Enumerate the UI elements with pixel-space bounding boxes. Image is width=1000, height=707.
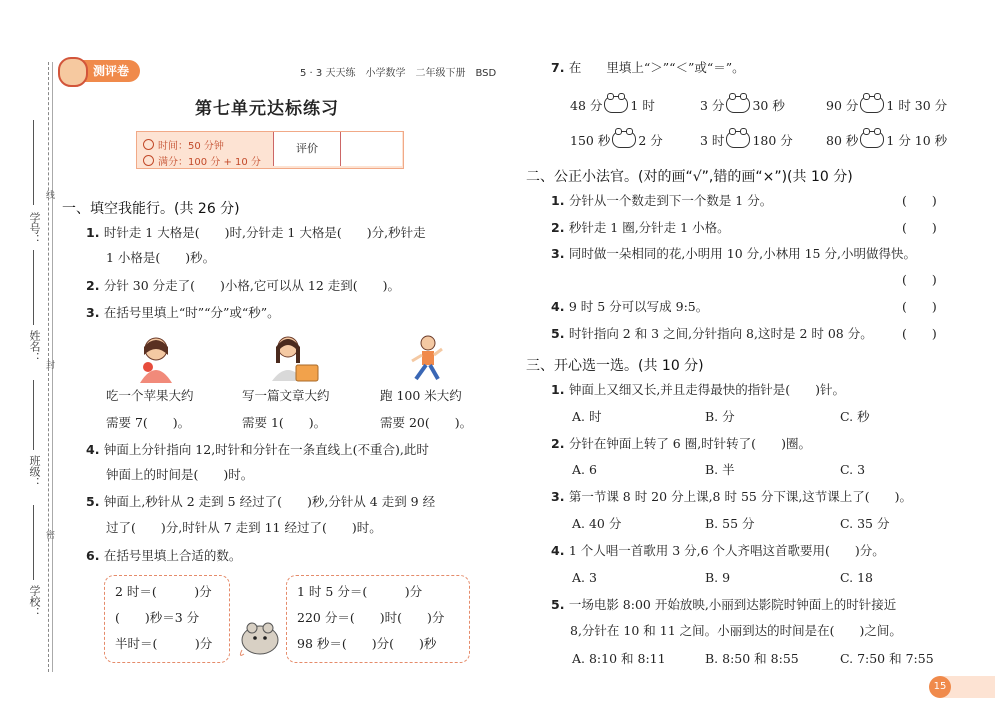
q6: 6. 在括号里填上合适的数。 bbox=[86, 548, 242, 563]
clock-icon bbox=[143, 139, 154, 150]
s2-item-1: 1. 分针从一个数走到下一个数是 1 分。 bbox=[551, 193, 773, 208]
q3-item1-line2: 需要 7( )。 bbox=[106, 415, 191, 430]
margin-cut-mark-2: 封 bbox=[44, 360, 54, 369]
section1-title: 一、填空我能行。(共 26 分) bbox=[62, 201, 240, 217]
q7-r2-c3: 80 秒 1 分 10 秒 bbox=[826, 133, 948, 148]
q3-item3-line1: 跑 100 米大约 bbox=[380, 388, 462, 403]
s3-q4: 4. 1 个人唱一首歌用 3 分,6 个人齐唱这首歌要用( )分。 bbox=[551, 543, 885, 558]
section2-title: 二、公正小法官。(对的画“√”,错的画“×”)(共 10 分) bbox=[526, 169, 853, 185]
q5-line1: 5. 钟面上,秒针从 2 走到 5 经过了( )秒,分针从 4 走到 9 经 bbox=[86, 494, 436, 509]
s2-bracket-4: ( ) bbox=[902, 299, 937, 314]
q3-item2-line1: 写一篇文章大约 bbox=[242, 388, 330, 403]
s2-bracket-3: ( ) bbox=[902, 272, 937, 287]
q3-item1-line1: 吃一个苹果大约 bbox=[106, 388, 194, 403]
q3-item2-line2: 需要 1( )。 bbox=[242, 415, 327, 430]
compare-circle bbox=[612, 131, 636, 148]
margin-name-underline bbox=[33, 250, 34, 325]
s3-q2-opt-c: C. 3 bbox=[840, 462, 866, 477]
info-box bbox=[136, 131, 404, 169]
q7-r1-c2: 3 分 30 秒 bbox=[700, 98, 785, 113]
s3-q2-opt-b: B. 半 bbox=[705, 462, 735, 477]
compare-circle bbox=[726, 131, 750, 148]
margin-class-label: 班级： bbox=[28, 455, 41, 488]
margin-id-label: 学号： bbox=[28, 212, 41, 245]
girl-eating-apple-icon bbox=[128, 333, 188, 385]
series-label: 5 · 3 天天练 小学数学 二年级下册 BSD bbox=[300, 68, 497, 79]
margin-name-label: 姓名： bbox=[28, 330, 41, 363]
evaluation-label: 评价 bbox=[274, 132, 341, 166]
s3-q5-opt-a: A. 8:10 和 8:11 bbox=[572, 651, 666, 666]
s2-item-4: 4. 9 时 5 分可以写成 9:5。 bbox=[551, 299, 709, 314]
page-title: 第七单元达标练习 bbox=[195, 99, 339, 119]
q1-line2: 1 小格是( )秒。 bbox=[106, 250, 216, 265]
s3-q1-opt-b: B. 分 bbox=[705, 409, 735, 424]
margin-id-underline bbox=[33, 120, 34, 205]
s3-q1: 1. 钟面上又细又长,并且走得最快的指针是( )针。 bbox=[551, 382, 846, 397]
s3-q3-opt-a: A. 40 分 bbox=[572, 516, 622, 531]
s3-q5-opt-c: C. 7:50 和 7:55 bbox=[840, 651, 934, 666]
compare-circle bbox=[726, 96, 750, 113]
q7-r2-c2: 3 时 180 分 bbox=[700, 133, 793, 148]
section3-title: 三、开心选一选。(共 10 分) bbox=[526, 358, 704, 374]
s3-q5-line1: 5. 一场电影 8:00 开始放映,小丽到达影院时钟面上的时针接近 bbox=[551, 597, 897, 612]
full-score: 满分：100 分 + 10 分 bbox=[143, 153, 261, 168]
test-badge: 测评卷 bbox=[62, 60, 140, 82]
s2-item-3: 3. 同时做一朵相同的花,小明用 10 分,小林用 15 分,小明做得快。 bbox=[551, 246, 916, 261]
s2-bracket-5: ( ) bbox=[902, 326, 937, 341]
s2-item-2: 2. 秒针走 1 圈,分针走 1 小格。 bbox=[551, 220, 730, 235]
s3-q4-opt-a: A. 3 bbox=[572, 570, 597, 585]
girl-face-icon bbox=[58, 57, 88, 87]
s3-q2: 2. 分针在钟面上转了 6 圈,时针转了( )圈。 bbox=[551, 436, 811, 451]
q6-left-1: 2 时＝( )分 bbox=[115, 584, 212, 599]
q1-line1: 1. 时针走 1 大格是( )时,分针走 1 大格是( )分,秒针走 bbox=[86, 225, 426, 240]
compare-circle bbox=[860, 96, 884, 113]
s3-q1-opt-a: A. 时 bbox=[572, 409, 602, 424]
s2-bracket-2: ( ) bbox=[902, 220, 937, 235]
s2-item-5: 5. 时针指向 2 和 3 之间,分针指向 8,这时是 2 时 08 分。 bbox=[551, 326, 873, 341]
margin-cut-mark-3: 密 bbox=[44, 530, 54, 539]
s2-bracket-1: ( ) bbox=[902, 193, 937, 208]
q5-line2: 过了( )分,时针从 7 走到 11 经过了( )时。 bbox=[106, 520, 382, 535]
q7-r2-c1: 150 秒 2 分 bbox=[570, 133, 663, 148]
s3-q5-line2: 8,分针在 10 和 11 之间。小丽到达的时间是在( )之间。 bbox=[570, 623, 902, 638]
q6-left-3: 半时＝( )分 bbox=[115, 636, 213, 651]
q4-line2: 钟面上的时间是( )时。 bbox=[106, 467, 254, 482]
s3-q3-opt-b: B. 55 分 bbox=[705, 516, 755, 531]
s3-q4-opt-c: C. 18 bbox=[840, 570, 873, 585]
s3-q3: 3. 第一节课 8 时 20 分上课,8 时 55 分下课,这节课上了( )。 bbox=[551, 489, 913, 504]
s3-q3-opt-c: C. 35 分 bbox=[840, 516, 890, 531]
evaluation-box bbox=[273, 132, 402, 166]
q7: 7. 在 里填上“＞”“＜”或“＝”。 bbox=[551, 60, 745, 75]
s3-q1-opt-c: C. 秒 bbox=[840, 409, 870, 424]
q7-r1-c1: 48 分 1 时 bbox=[570, 98, 655, 113]
s3-q5-opt-b: B. 8:50 和 8:55 bbox=[705, 651, 799, 666]
boy-running-icon bbox=[402, 333, 452, 385]
margin-cut-mark-1: 线 bbox=[44, 190, 54, 199]
compare-circle bbox=[604, 96, 628, 113]
hamster-icon bbox=[238, 610, 284, 658]
s3-q2-opt-a: A. 6 bbox=[572, 462, 597, 477]
q6-right-2: 220 分＝( )时( )分 bbox=[297, 610, 445, 625]
q6-right-box bbox=[286, 575, 470, 663]
margin-class-underline bbox=[33, 380, 34, 450]
q6-right-1: 1 时 5 分＝( )分 bbox=[297, 584, 423, 599]
page-number: 15 bbox=[929, 676, 951, 698]
q2: 2. 分针 30 分走了( )小格,它可以从 12 走到( )。 bbox=[86, 278, 400, 293]
q3: 3. 在括号里填上“时”“分”或“秒”。 bbox=[86, 305, 280, 320]
s3-q4-opt-b: B. 9 bbox=[705, 570, 731, 585]
margin-school-underline bbox=[33, 505, 34, 580]
girl-writing-icon bbox=[262, 333, 322, 385]
q6-right-3: 98 秒＝( )分( )秒 bbox=[297, 636, 437, 651]
compare-circle bbox=[860, 131, 884, 148]
q6-left-2: ( )秒＝3 分 bbox=[115, 610, 200, 625]
q4-line1: 4. 钟面上分针指向 12,时针和分针在一条直线上(不重合),此时 bbox=[86, 442, 429, 457]
q6-left-box bbox=[104, 575, 230, 663]
q3-item3-line2: 需要 20( )。 bbox=[380, 415, 473, 430]
margin-school-label: 学校： bbox=[28, 585, 41, 618]
time-limit: 时间：50 分钟 bbox=[143, 137, 224, 152]
q7-r1-c3: 90 分 1 时 30 分 bbox=[826, 98, 948, 113]
check-icon bbox=[143, 155, 154, 166]
